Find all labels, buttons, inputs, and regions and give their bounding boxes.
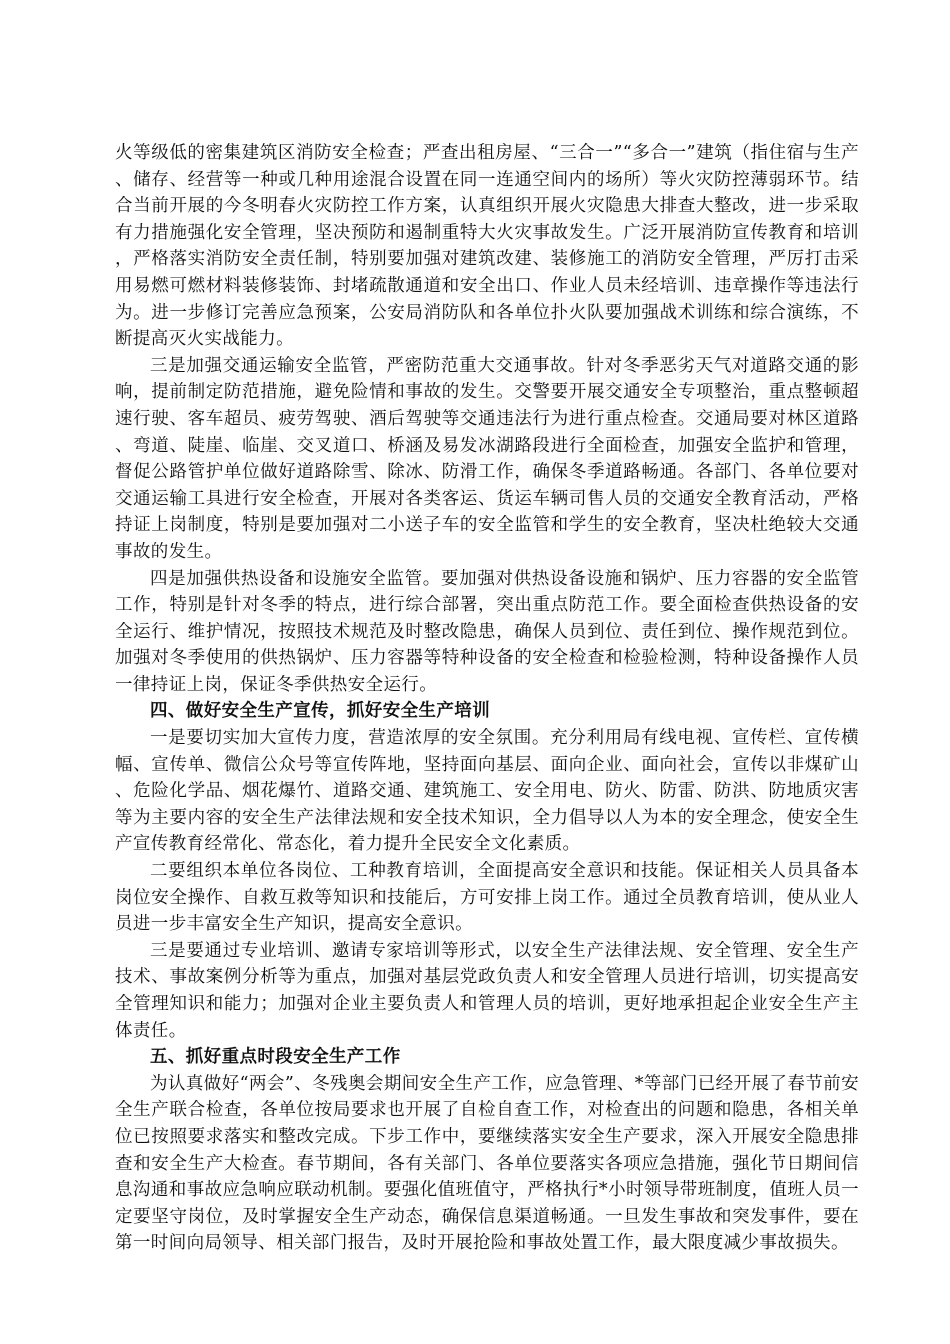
paragraph-fire-safety-continuation: 火等级低的密集建筑区消防安全检查；严查出租房屋、“三合一”“多合一”建筑（指住宿与生产、储存、经营等一种或几种用途混合设置在同一连通空间内的场所）等火灾防控薄弱环节。结合当前开展的今冬明春火灾防控工作方案，认真组织开展火灾隐患大排查大整改，进一步采取有力措施强化安全管理，坚决预防和遏制重特大火灾事故发生。广泛开展消防宣传教育和培训，严格落实消防安全责任制，特别要加强对建筑改建、装修施工的消防安全管理，严厉打击采用易燃可燃材料装修装饰、封堵疏散通道和安全出口、作业人员未经培训、违章操作等违法行为。进一步修订完善应急预案，公安局消防队和各单位扑火队要加强战术训练和综合演练，不断提高灭火实战能力。 <box>115 143 859 350</box>
paragraph-traffic-safety: 三是加强交通运输安全监管，严密防范重大交通事故。针对冬季恶劣天气对道路交通的影响，提前制定防范措施，避免险情和事故的发生。交警要开展交通安全专项整治，重点整顿超速行驶、客车超员、疲劳驾驶、酒后驾驶等交通违法行为进行重点检查。交通局要对林区道路、弯道、陡崖、临崖、交叉道口、桥涵及易发冰湖路段进行全面检查，加强安全监护和管理，督促公路管护单位做好道路除雪、除冰、防滑工作，确保冬季道路畅通。各部门、各单位要对交通运输工具进行安全检查，开展对各类客运、货运车辆司售人员的交通安全教育活动，严格持证上岗制度，特别是要加强对二小送子车的安全监管和学生的安全教育，坚决杜绝较大交通事故的发生。 <box>115 355 859 562</box>
document-body <box>115 140 859 1257</box>
paragraph-publicity: 一是要切实加大宣传力度，营造浓厚的安全氛围。充分利用局有线电视、宣传栏、宣传横幅、宣传单、微信公众号等宣传阵地，坚持面向基层、面向企业、面向社会，宣传以非煤矿山、危险化学品、烟花爆竹、道路交通、建筑施工、安全用电、防火、防雷、防洪、防地质灾害等为主要内容的安全生产法律法规和安全技术知识，全力倡导以人为本的安全理念，使安全生产宣传教育经常化、常态化，着力提升全民安全文化素质。 <box>115 728 859 855</box>
section-heading-publicity-training: 四、做好安全生产宣传，抓好安全生产培训 <box>150 701 491 722</box>
section-heading-key-periods: 五、抓好重点时段安全生产工作 <box>150 1047 401 1068</box>
paragraph-professional-training: 三是要通过专业培训、邀请专家培训等形式，以安全生产法律法规、安全管理、安全生产技术、事故案例分析等为重点，加强对基层党政负责人和安全管理人员进行培训，切实提高安全管理知识和能力；加强对企业主要负责人和管理人员的培训，更好地承担起企业安全生产主体责任。 <box>115 940 859 1041</box>
paragraph-key-periods: 为认真做好“两会”、冬残奥会期间安全生产工作，应急管理、*等部门已经开展了春节前安全生产联合检查，各单位按局要求也开展了自检自查工作，对检查出的问题和隐患，各相关单位已按照要求落实和整改完成。下步工作中，要继续落实安全生产要求，深入开展安全隐患排查和安全生产大检查。春节期间，各有关部门、各单位要落实各项应急措施，强化节日期间信息沟通和事故应急响应联动机制。要强化值班值守，严格执行*小时领导带班制度，值班人员一定要坚守岗位，及时掌握安全生产动态，确保信息渠道畅通。一旦发生事故和突发事件，要在第一时间向局领导、相关部门报告，及时开展抢险和事故处置工作，最大限度减少事故损失。 <box>115 1073 859 1254</box>
paragraph-heating-equipment: 四是加强供热设备和设施安全监管。要加强对供热设备设施和锅炉、压力容器的安全监管工作，特别是针对冬季的特点，进行综合部署，突出重点防范工作。要全面检查供热设备的安全运行、维护情况，按照技术规范及时整改隐患，确保人员到位、责任到位、操作规范到位。加强对冬季使用的供热锅炉、压力容器等特种设备的安全检查和检验检测，特种设备操作人员一律持证上岗，保证冬季供热安全运行。 <box>115 568 859 695</box>
paragraph-job-training: 二要组织本单位各岗位、工种教育培训，全面提高安全意识和技能。保证相关人员具备本岗位安全操作、自救互救等知识和技能后，方可安排上岗工作。通过全员教育培训，使从业人员进一步丰富安全生产知识，提高安全意识。 <box>115 861 859 935</box>
